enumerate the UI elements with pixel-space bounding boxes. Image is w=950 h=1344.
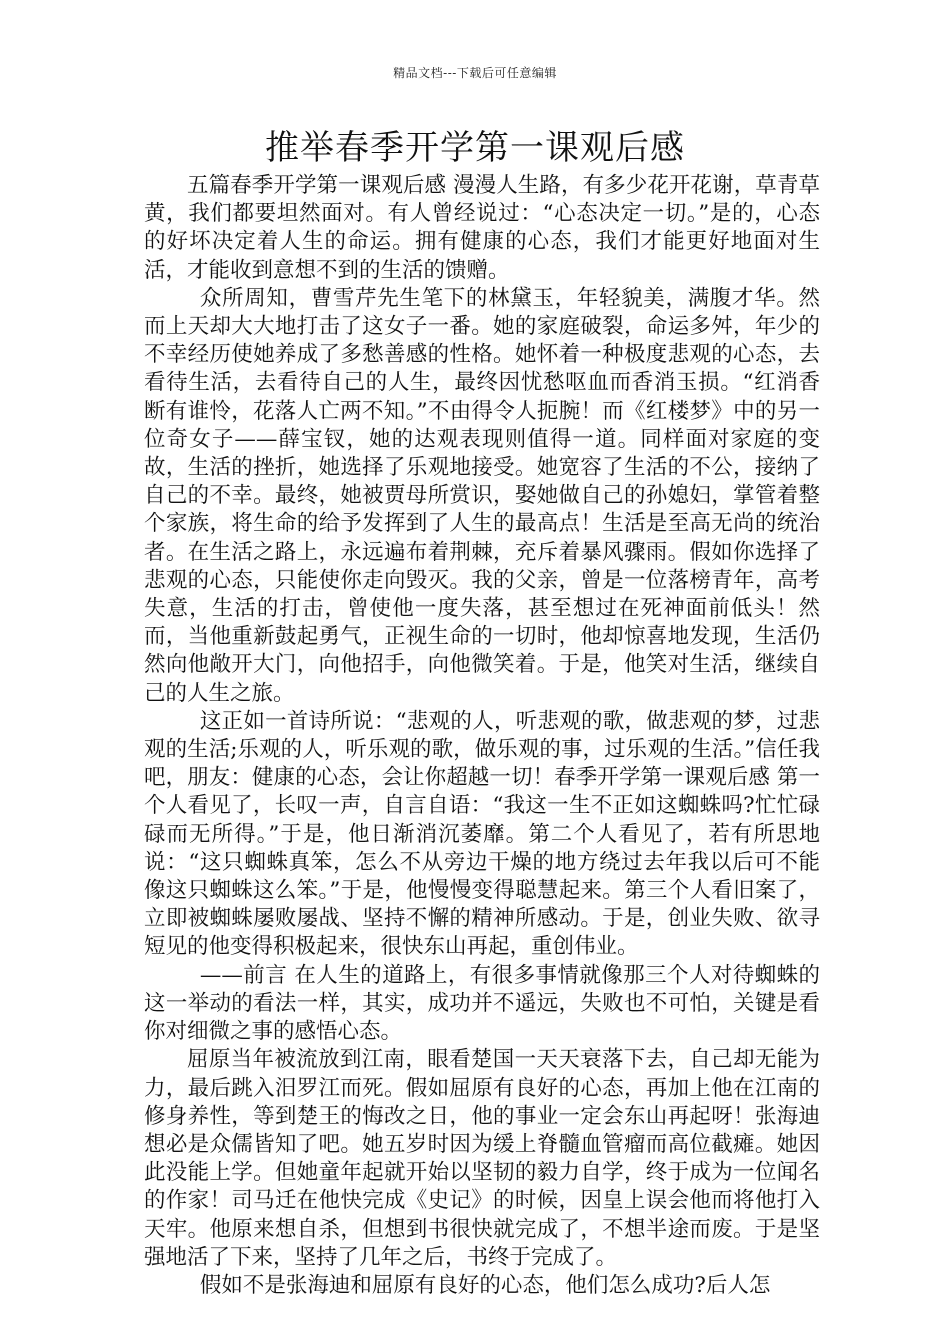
paragraph: ——前言 在人生的道路上，有很多事情就像那三个人对待蜘蛛的这一举动的看法一样，其实，成功并不遥远，失败也不可怕，关键是看你对细微之事的感悟心态。 [144, 962, 820, 1045]
paragraph: 众所周知，曹雪芹先生笔下的林黛玉，年轻貌美，满腹才华。然而上天却大大地打击了这女子一番。她的家庭破裂，命运多舛，年少的不幸经历使她养成了多愁善感的性格。她怀着一种极度悲观的心态，去看待生活，去看待自己的人生，最终因忧愁呕血而香消玉损。“红消香断有谁怜，花落人亡两不知。”不由得令人扼腕！而《红楼梦》中的另一位奇女子——薛宝钗，她的达观表现则值得一道。同样面对家庭的变故，生活的挫折，她选择了乐观地接受。她宽容了生活的不公，接纳了自己的不幸。最终，她被贾母所赏识，娶她做自己的孙媳妇，掌管着整个家族，将生命的给予发挥到了人生的最高点！生活是至高无尚的统治者。在生活之路上，永远遍布着荆棘，充斥着暴风骤雨。假如你选择了悲观的心态，只能使你走向毁灭。我的父亲，曾是一位落榜青年，高考失意，生活的打击，曾使他一度失落，甚至想过在死神面前低头！然而，当他重新鼓起勇气，正视生命的一切时，他却惊喜地发现，生活仍然向他敞开大门，向他招手，向他微笑着。于是，他笑对生活，继续自己的人生之旅。 [144, 285, 820, 706]
paragraph: 五篇春季开学第一课观后感 漫漫人生路，有多少花开花谢，草青草黄，我们都要坦然面对。有人曾经说过：“心态决定一切。”是的，心态的好坏决定着人生的命运。拥有健康的心态，我们才能更好地面对生活，才能收到意想不到的生活的馈赠。 [144, 173, 820, 283]
paragraph: 屈原当年被流放到江南，眼看楚国一天天衰落下去，自己却无能为力，最后跳入汨罗江而死。假如屈原有良好的心态，再加上他在江南的修身养性，等到楚王的悔改之日，他的事业一定会东山再起呀！张海迪想必是众儒皆知了吧。她五岁时因为缓上脊髓血管瘤而高位截瘫。她因此没能上学。但她童年起就开始以坚韧的毅力自学，终于成为一位闻名的作家！司马迁在他快完成《史记》的时候，因皇上误会他而将他打入天牢。他原来想自杀，但想到书很快就完成了，不想半途而废。于是坚强地活了下来，坚持了几年之后，书终于完成了。 [144, 1047, 820, 1270]
document-title: 推举春季开学第一课观后感 [265, 128, 685, 168]
page-header: 精品文档---下载后可任意编辑 [393, 66, 557, 80]
document-body [144, 172, 820, 1300]
paragraph: 这正如一首诗所说：“悲观的人，听悲观的歌，做悲观的梦，过悲观的生活;乐观的人，听乐观的歌，做乐观的事，过乐观的生活。”信任我吧，朋友：健康的心态，会让你超越一切！春季开学第一课观后感 第一个人看见了，长叹一声，自言自语：“我这一生不正如这蜘蛛吗?忙忙碌碌而无所得。”于是，他日渐消沉萎靡。第二个人看见了，若有所思地说：“这只蜘蛛真笨，怎么不从旁边干燥的地方绕过去年我以后可不能像这只蜘蛛这么笨。”于是，他慢慢变得聪慧起来。第三个人看旧案了，立即被蜘蛛屡败屡战、坚持不懈的精神所感动。于是，创业失败、欲寻短见的他变得积极起来，很快东山再起，重创伟业。 [144, 708, 820, 960]
paragraph: 假如不是张海迪和屈原有良好的心态，他们怎么成功?后人怎 [199, 1272, 771, 1298]
